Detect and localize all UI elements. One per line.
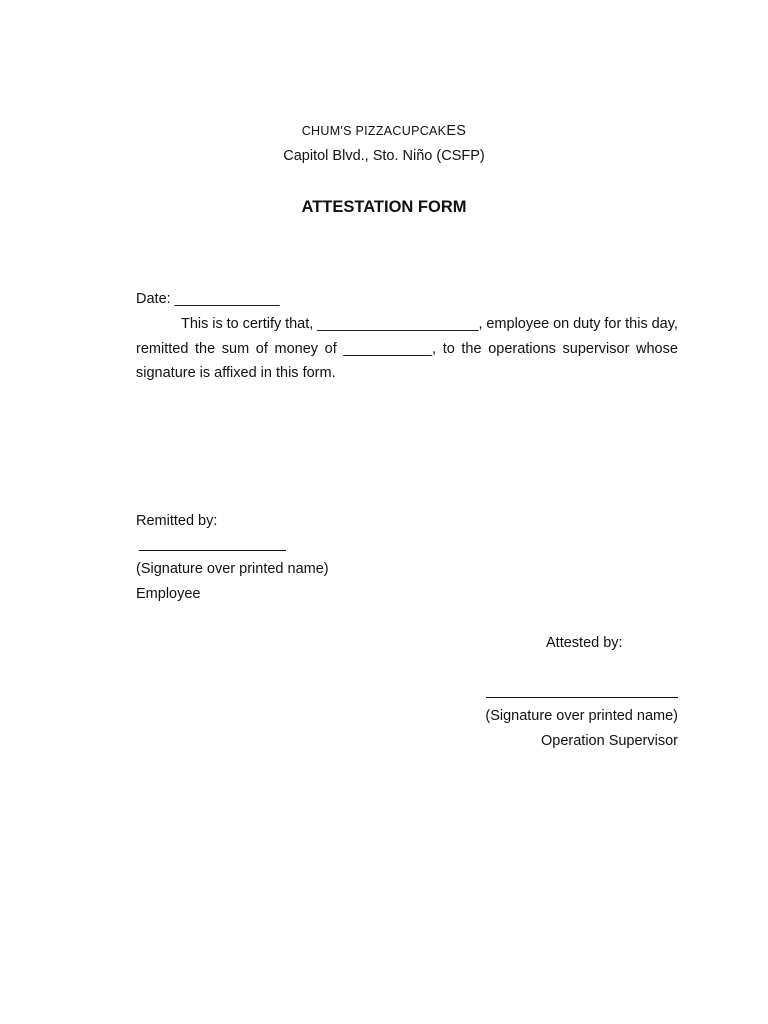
certify-word: the	[461, 341, 482, 357]
employee-signature-caption: (Signature over printed name)	[136, 561, 329, 577]
certify-word: remitted	[136, 341, 189, 357]
certify-line-2	[136, 342, 678, 357]
company-address: Capitol Blvd., Sto. Niño (CSFP)	[283, 148, 485, 164]
certify-word: that,	[285, 316, 314, 332]
supervisor-signature-line	[486, 697, 678, 698]
certify-word: employee	[486, 316, 550, 332]
supervisor-signature-caption: (Signature over printed name)	[485, 708, 678, 724]
certify-word: of	[324, 341, 337, 357]
certify-word: of	[255, 341, 268, 357]
certify-word: for	[604, 316, 622, 332]
company-name	[0, 124, 768, 139]
certify-word: supervisor	[562, 341, 630, 357]
certify-word: the	[195, 341, 216, 357]
certify-word: This	[181, 316, 209, 332]
form-title: ATTESTATION FORM	[301, 198, 467, 216]
date-line: Date: _____________	[136, 291, 280, 307]
certify-word: sum	[221, 341, 250, 357]
employee-role: Employee	[136, 586, 201, 602]
certify-word: to	[442, 341, 455, 357]
certify-word: money	[274, 341, 319, 357]
attested-by-label: Attested by:	[546, 635, 623, 651]
certify-word: day,	[651, 316, 678, 332]
company-name-suffix: ES	[446, 123, 467, 139]
certify-word: is	[212, 316, 223, 332]
certify-line-3: signature is affixed in this form.	[136, 365, 336, 381]
supervisor-role: Operation Supervisor	[540, 733, 678, 749]
employee-signature-line	[139, 550, 286, 551]
certify-word: duty	[573, 316, 601, 332]
employee-name-blank: ____________________,	[317, 316, 483, 332]
company-name-small: CHUM'S PIZZACUPCAK	[301, 124, 447, 138]
certify-word: to	[226, 316, 239, 332]
remitted-by-label: Remitted by:	[136, 513, 218, 529]
certify-word: on	[553, 316, 570, 332]
certify-word: this	[625, 316, 648, 332]
certify-word: operations	[488, 341, 556, 357]
certify-word: certify	[242, 316, 282, 332]
certify-line-1	[181, 317, 678, 332]
amount-blank: ___________,	[343, 341, 437, 357]
certify-word: whose	[636, 341, 678, 357]
